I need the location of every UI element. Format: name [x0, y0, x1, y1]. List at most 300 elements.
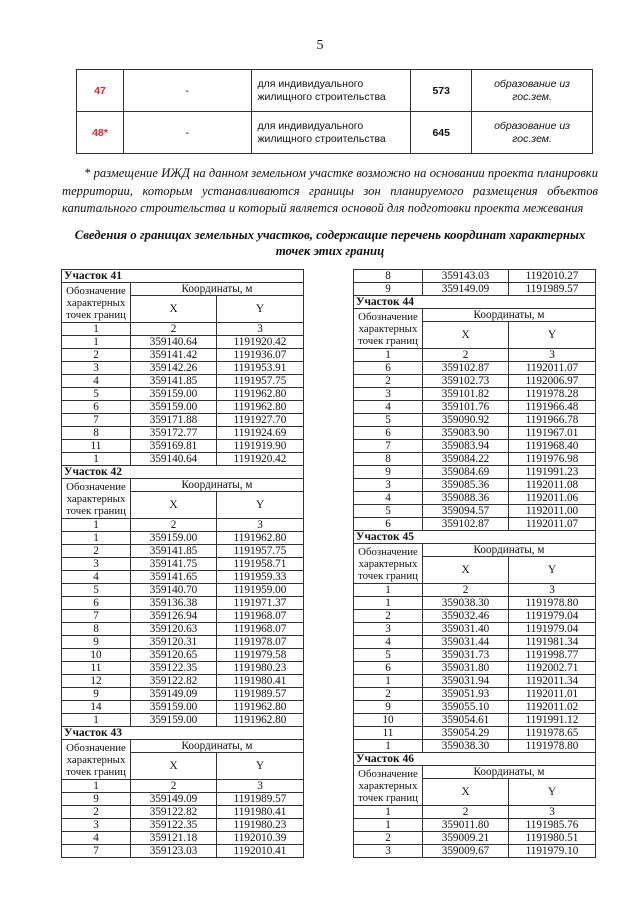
- coordinate-row: [62, 701, 304, 714]
- point-id: 7: [62, 610, 131, 623]
- coordinate-row: [62, 584, 304, 597]
- y-coordinate: 1192011.34: [509, 675, 596, 688]
- y-coordinate: 1191978.28: [509, 388, 596, 401]
- point-id: 2: [354, 832, 423, 845]
- point-id: 2: [354, 375, 423, 388]
- y-coordinate: 1192006.97: [509, 375, 596, 388]
- x-coordinate: 359122.82: [131, 675, 217, 688]
- coordinate-row: [62, 414, 304, 427]
- coordinate-row: [354, 283, 596, 296]
- x-coordinate: 359159.00: [131, 532, 217, 545]
- parcel-use: для индивидуального жилищного строительства: [251, 112, 411, 154]
- plot-title: Участок 43: [62, 727, 304, 740]
- point-id: 5: [62, 584, 131, 597]
- x-coordinate: 359102.87: [423, 362, 509, 375]
- parcel-cadastral: -: [123, 112, 251, 154]
- y-coordinate: 1191978.07: [217, 636, 304, 649]
- point-id: 4: [62, 832, 131, 845]
- y-coordinate: 1191958.71: [217, 558, 304, 571]
- plot-title-row: [354, 753, 596, 766]
- footnote: [62, 165, 598, 218]
- x-coordinate: 359140.64: [131, 453, 217, 466]
- point-id: 5: [354, 414, 423, 427]
- point-id: 3: [62, 362, 131, 375]
- index-row: [62, 780, 304, 793]
- coordinate-row: [354, 362, 596, 375]
- coordinate-row: [354, 688, 596, 701]
- x-header: X: [131, 296, 217, 323]
- point-label-header: Обозначение характерных точек границ: [354, 544, 423, 584]
- coordinates-table: [61, 269, 304, 858]
- point-id: 8: [62, 427, 131, 440]
- coordinates-header: Координаты, м: [423, 544, 596, 557]
- coordinate-row: [62, 819, 304, 832]
- point-id: 4: [62, 375, 131, 388]
- x-coordinate: 359122.35: [131, 819, 217, 832]
- x-coordinate: 359159.00: [131, 401, 217, 414]
- y-coordinate: 1192010.39: [217, 832, 304, 845]
- column-index: 3: [509, 806, 596, 819]
- y-coordinate: 1192011.02: [509, 701, 596, 714]
- column-index: 2: [131, 780, 217, 793]
- point-id: 4: [354, 401, 423, 414]
- x-coordinate: 359083.90: [423, 427, 509, 440]
- y-coordinate: 1191962.80: [217, 714, 304, 727]
- x-coordinate: 359055.10: [423, 701, 509, 714]
- coordinate-row: [354, 714, 596, 727]
- header-row: [354, 309, 596, 322]
- index-row: [354, 349, 596, 362]
- y-header: Y: [509, 779, 596, 806]
- section-title: Сведения о границах земельных участков, содержащие перечень координат характерных точек этих границ: [74, 228, 586, 258]
- x-coordinate: 359142.26: [131, 362, 217, 375]
- point-id: 14: [62, 701, 131, 714]
- y-coordinate: 1191980.41: [217, 806, 304, 819]
- y-coordinate: 1191919.90: [217, 440, 304, 453]
- header-row: [62, 740, 304, 753]
- y-coordinate: 1191962.80: [217, 701, 304, 714]
- point-label-header: Обозначение характерных точек границ: [354, 766, 423, 806]
- point-id: 2: [62, 545, 131, 558]
- coordinate-row: [354, 845, 596, 858]
- y-coordinate: 1191962.80: [217, 532, 304, 545]
- y-coordinate: 1191985.76: [509, 819, 596, 832]
- x-coordinate: 359038.30: [423, 597, 509, 610]
- point-id: 3: [354, 845, 423, 858]
- parcel-row: [77, 112, 593, 154]
- coordinate-row: [62, 571, 304, 584]
- coordinate-row: [62, 623, 304, 636]
- coordinate-row: [62, 375, 304, 388]
- point-id: 4: [354, 492, 423, 505]
- x-coordinate: 359011.80: [423, 819, 509, 832]
- point-id: 7: [62, 414, 131, 427]
- y-coordinate: 1191978.80: [509, 597, 596, 610]
- plot-title: Участок 42: [62, 466, 304, 479]
- coordinate-row: [62, 388, 304, 401]
- point-label-header: Обозначение характерных точек границ: [62, 283, 131, 323]
- point-id: 2: [62, 349, 131, 362]
- point-id: 9: [354, 701, 423, 714]
- x-coordinate: 359031.94: [423, 675, 509, 688]
- x-coordinate: 359031.40: [423, 623, 509, 636]
- y-coordinate: 1192011.07: [509, 518, 596, 531]
- header-row: [354, 544, 596, 557]
- plot-title-row: [354, 531, 596, 544]
- coordinate-row: [62, 532, 304, 545]
- plot-title-row: [62, 270, 304, 283]
- x-coordinate: 359085.36: [423, 479, 509, 492]
- point-id: 1: [354, 675, 423, 688]
- y-coordinate: 1191976.98: [509, 453, 596, 466]
- coordinate-row: [62, 636, 304, 649]
- y-coordinate: 1192011.06: [509, 492, 596, 505]
- point-id: 1: [62, 336, 131, 349]
- x-coordinate: 359149.09: [131, 793, 217, 806]
- coordinate-row: [354, 427, 596, 440]
- y-header: Y: [509, 557, 596, 584]
- coordinate-row: [62, 427, 304, 440]
- x-coordinate: 359136.38: [131, 597, 217, 610]
- page-number: 5: [316, 38, 324, 53]
- x-header: X: [423, 779, 509, 806]
- point-id: 7: [62, 845, 131, 858]
- coordinate-row: [354, 492, 596, 505]
- x-coordinate: 359159.00: [131, 388, 217, 401]
- column-index: 3: [217, 780, 304, 793]
- coordinate-row: [354, 440, 596, 453]
- x-header: X: [423, 322, 509, 349]
- column-index: 1: [354, 349, 423, 362]
- point-id: 7: [354, 440, 423, 453]
- coordinate-row: [62, 362, 304, 375]
- x-coordinate: 359120.63: [131, 623, 217, 636]
- point-id: 9: [354, 466, 423, 479]
- point-id: 2: [62, 806, 131, 819]
- y-coordinate: 1191989.57: [217, 688, 304, 701]
- y-coordinate: 1192011.00: [509, 505, 596, 518]
- coordinate-row: [62, 714, 304, 727]
- y-coordinate: 1191991.12: [509, 714, 596, 727]
- x-coordinate: 359140.70: [131, 584, 217, 597]
- coordinate-row: [354, 740, 596, 753]
- x-coordinate: 359141.85: [131, 545, 217, 558]
- point-id: 11: [62, 662, 131, 675]
- point-id: 6: [354, 518, 423, 531]
- point-label-header: Обозначение характерных точек границ: [62, 740, 131, 780]
- point-id: 12: [62, 675, 131, 688]
- coordinate-row: [354, 636, 596, 649]
- y-coordinate: 1191980.41: [217, 675, 304, 688]
- point-id: 1: [354, 819, 423, 832]
- plot-title-row: [62, 466, 304, 479]
- coordinate-row: [62, 401, 304, 414]
- column-index: 1: [354, 806, 423, 819]
- coordinate-row: [62, 675, 304, 688]
- coordinate-row: [354, 270, 596, 283]
- point-id: 5: [354, 505, 423, 518]
- x-coordinate: 359102.87: [423, 518, 509, 531]
- point-id: 1: [62, 714, 131, 727]
- column-index: 1: [354, 584, 423, 597]
- x-coordinate: 359054.29: [423, 727, 509, 740]
- y-coordinate: 1192011.01: [509, 688, 596, 701]
- column-index: 3: [509, 584, 596, 597]
- coordinates-left-column: [61, 269, 303, 858]
- y-coordinate: 1191989.57: [509, 283, 596, 296]
- coordinate-row: [62, 793, 304, 806]
- x-coordinate: 359126.94: [131, 610, 217, 623]
- parcel-row: [77, 70, 593, 112]
- coordinate-row: [354, 466, 596, 479]
- parcel-number: 47: [77, 70, 124, 112]
- y-coordinate: 1191989.57: [217, 793, 304, 806]
- x-coordinate: 359090.92: [423, 414, 509, 427]
- y-coordinate: 1191924.69: [217, 427, 304, 440]
- x-coordinate: 359038.30: [423, 740, 509, 753]
- y-coordinate: 1191962.80: [217, 388, 304, 401]
- index-row: [354, 806, 596, 819]
- point-id: 11: [354, 727, 423, 740]
- coordinate-row: [62, 453, 304, 466]
- x-coordinate: 359172.77: [131, 427, 217, 440]
- coordinates-right-column: [353, 269, 595, 858]
- x-coordinate: 359122.82: [131, 806, 217, 819]
- point-id: 2: [354, 610, 423, 623]
- y-coordinate: 1191980.23: [217, 819, 304, 832]
- y-coordinate: 1191966.48: [509, 401, 596, 414]
- coordinates-header: Координаты, м: [423, 309, 596, 322]
- point-id: 10: [354, 714, 423, 727]
- x-coordinate: 359123.03: [131, 845, 217, 858]
- x-coordinate: 359101.76: [423, 401, 509, 414]
- coordinate-row: [354, 623, 596, 636]
- x-header: X: [423, 557, 509, 584]
- y-header: Y: [509, 322, 596, 349]
- point-id: 3: [62, 558, 131, 571]
- x-coordinate: 359084.69: [423, 466, 509, 479]
- y-coordinate: 1191968.07: [217, 623, 304, 636]
- column-index: 2: [423, 584, 509, 597]
- x-coordinate: 359031.44: [423, 636, 509, 649]
- coordinate-row: [354, 401, 596, 414]
- column-index: 2: [423, 806, 509, 819]
- x-coordinate: 359031.80: [423, 662, 509, 675]
- header-row: [354, 766, 596, 779]
- point-id: 11: [62, 440, 131, 453]
- coordinate-row: [62, 440, 304, 453]
- coordinate-row: [62, 545, 304, 558]
- plot-title: Участок 45: [354, 531, 596, 544]
- x-coordinate: 359120.65: [131, 649, 217, 662]
- parcel-cadastral: -: [123, 70, 251, 112]
- column-index: 2: [131, 323, 217, 336]
- point-label-header: Обозначение характерных точек границ: [354, 309, 423, 349]
- coordinate-row: [354, 479, 596, 492]
- y-coordinate: 1191979.04: [509, 623, 596, 636]
- point-id: 5: [62, 388, 131, 401]
- x-coordinate: 359054.61: [423, 714, 509, 727]
- point-id: 9: [62, 636, 131, 649]
- x-coordinate: 359149.09: [423, 283, 509, 296]
- x-coordinate: 359088.36: [423, 492, 509, 505]
- x-coordinate: 359169.81: [131, 440, 217, 453]
- coordinate-row: [62, 649, 304, 662]
- y-coordinate: 1191971.37: [217, 597, 304, 610]
- x-coordinate: 359159.00: [131, 701, 217, 714]
- plot-title: Участок 44: [354, 296, 596, 309]
- parcel-use: для индивидуального жилищного строительства: [251, 70, 411, 112]
- index-row: [62, 519, 304, 532]
- x-coordinate: 359122.35: [131, 662, 217, 675]
- x-coordinate: 359094.57: [423, 505, 509, 518]
- x-coordinate: 359083.94: [423, 440, 509, 453]
- coordinate-row: [62, 845, 304, 858]
- coordinate-row: [354, 375, 596, 388]
- column-index: 1: [62, 323, 131, 336]
- point-id: 10: [62, 649, 131, 662]
- y-coordinate: 1191920.42: [217, 453, 304, 466]
- x-coordinate: 359141.65: [131, 571, 217, 584]
- y-coordinate: 1191991.23: [509, 466, 596, 479]
- point-id: 6: [62, 401, 131, 414]
- y-coordinate: 1192011.07: [509, 362, 596, 375]
- x-header: X: [131, 753, 217, 780]
- index-row: [354, 584, 596, 597]
- coordinate-row: [354, 610, 596, 623]
- point-id: 3: [62, 819, 131, 832]
- y-coordinate: 1191978.80: [509, 740, 596, 753]
- point-id: 6: [354, 662, 423, 675]
- footnote-text: * размещение ИЖД на данном земельном участке возможно на основании проекта планировки территории, которым устанавливаются границы зон планируемого размещения объектов капитального строительства и который является основой для подготовки проекта межевания: [62, 166, 598, 215]
- point-id: 9: [62, 688, 131, 701]
- column-index: 2: [423, 349, 509, 362]
- plot-title-row: [62, 727, 304, 740]
- index-row: [62, 323, 304, 336]
- column-index: 1: [62, 519, 131, 532]
- coordinate-row: [354, 675, 596, 688]
- coordinates-header: Координаты, м: [131, 740, 304, 753]
- point-id: 1: [62, 453, 131, 466]
- point-id: 1: [62, 532, 131, 545]
- coordinate-row: [62, 610, 304, 623]
- y-coordinate: 1191953.91: [217, 362, 304, 375]
- y-coordinate: 1191980.23: [217, 662, 304, 675]
- plot-title: Участок 41: [62, 270, 304, 283]
- y-coordinate: 1192002.71: [509, 662, 596, 675]
- point-id: 6: [354, 362, 423, 375]
- y-coordinate: 1191978.65: [509, 727, 596, 740]
- coordinate-row: [354, 505, 596, 518]
- column-index: 1: [62, 780, 131, 793]
- coordinate-row: [354, 518, 596, 531]
- coordinate-row: [62, 806, 304, 819]
- column-index: 3: [509, 349, 596, 362]
- x-coordinate: 359141.85: [131, 375, 217, 388]
- y-coordinate: 1191959.00: [217, 584, 304, 597]
- coordinates-table: [353, 269, 596, 858]
- y-coordinate: 1191957.75: [217, 545, 304, 558]
- x-coordinate: 359084.22: [423, 453, 509, 466]
- plot-title-row: [354, 296, 596, 309]
- y-coordinate: 1191981.34: [509, 636, 596, 649]
- column-index: 3: [217, 519, 304, 532]
- parcel-number: 48*: [77, 112, 124, 154]
- parcel-area: 645: [411, 112, 472, 154]
- point-id: 1: [354, 597, 423, 610]
- x-coordinate: 359051.93: [423, 688, 509, 701]
- x-coordinate: 359032.46: [423, 610, 509, 623]
- x-coordinate: 359149.09: [131, 688, 217, 701]
- y-coordinate: 1192010.27: [509, 270, 596, 283]
- x-coordinate: 359031.73: [423, 649, 509, 662]
- header-row: [62, 479, 304, 492]
- coordinate-row: [354, 701, 596, 714]
- point-id: 5: [354, 649, 423, 662]
- coordinate-row: [354, 388, 596, 401]
- point-id: 3: [354, 479, 423, 492]
- y-coordinate: 1192010.41: [217, 845, 304, 858]
- y-header: Y: [217, 753, 304, 780]
- y-coordinate: 1191957.75: [217, 375, 304, 388]
- y-coordinate: 1192011.08: [509, 479, 596, 492]
- y-coordinate: 1191967.01: [509, 427, 596, 440]
- coordinate-row: [354, 649, 596, 662]
- coordinate-row: [354, 662, 596, 675]
- y-coordinate: 1191979.04: [509, 610, 596, 623]
- point-id: 4: [354, 636, 423, 649]
- x-coordinate: 359120.31: [131, 636, 217, 649]
- y-header: Y: [217, 492, 304, 519]
- coordinate-row: [62, 336, 304, 349]
- plot-title: Участок 46: [354, 753, 596, 766]
- y-coordinate: 1191927.70: [217, 414, 304, 427]
- header-row: [62, 283, 304, 296]
- point-id: 3: [354, 623, 423, 636]
- point-id: 8: [354, 270, 423, 283]
- point-id: 8: [354, 453, 423, 466]
- y-coordinate: 1191920.42: [217, 336, 304, 349]
- y-coordinate: 1191998.77: [509, 649, 596, 662]
- coordinate-row: [62, 597, 304, 610]
- coordinate-row: [354, 453, 596, 466]
- y-coordinate: 1191980.51: [509, 832, 596, 845]
- x-coordinate: 359121.18: [131, 832, 217, 845]
- coordinate-row: [62, 688, 304, 701]
- point-id: 6: [62, 597, 131, 610]
- parcel-note: образование из гос.зем.: [472, 70, 593, 112]
- y-coordinate: 1191968.40: [509, 440, 596, 453]
- point-id: 9: [354, 283, 423, 296]
- x-coordinate: 359141.42: [131, 349, 217, 362]
- x-coordinate: 359102.73: [423, 375, 509, 388]
- coordinates-header: Координаты, м: [131, 479, 304, 492]
- point-id: 3: [354, 388, 423, 401]
- x-coordinate: 359101.82: [423, 388, 509, 401]
- y-coordinate: 1191966.78: [509, 414, 596, 427]
- point-id: 6: [354, 427, 423, 440]
- coordinate-row: [62, 832, 304, 845]
- coordinates-header: Координаты, м: [423, 766, 596, 779]
- x-coordinate: 359009.67: [423, 845, 509, 858]
- y-coordinate: 1191968.07: [217, 610, 304, 623]
- coordinates-header: Координаты, м: [131, 283, 304, 296]
- x-coordinate: 359009.21: [423, 832, 509, 845]
- y-coordinate: 1191979.58: [217, 649, 304, 662]
- coordinate-row: [354, 819, 596, 832]
- coordinate-row: [354, 597, 596, 610]
- point-id: 4: [62, 571, 131, 584]
